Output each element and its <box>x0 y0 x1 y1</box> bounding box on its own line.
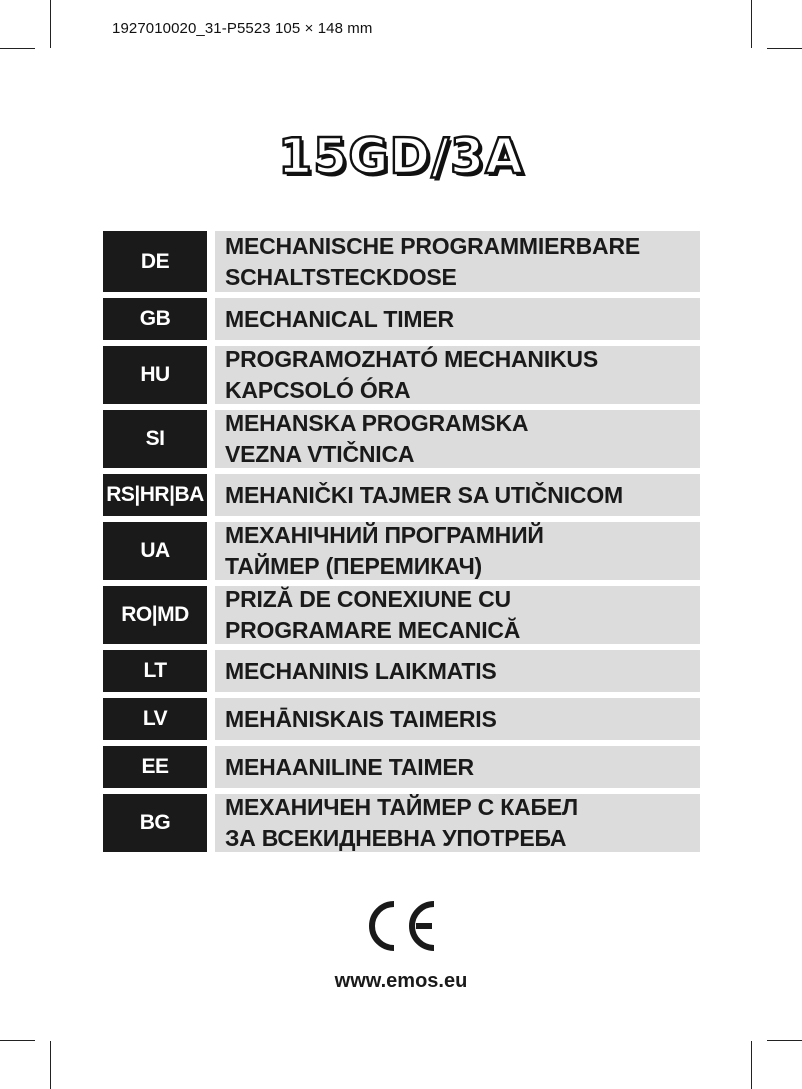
language-title-line: PROGRAMARE MECANICĂ <box>225 617 521 643</box>
language-title-table <box>103 231 700 858</box>
language-title-line: MEHĀNISKAIS TAIMERIS <box>225 705 497 732</box>
language-row-ua <box>103 522 700 580</box>
language-title <box>215 410 700 468</box>
language-title-line: МЕХАНИЧЕН ТАЙМЕР С КАБЕЛ <box>225 794 578 820</box>
language-title <box>215 586 700 644</box>
language-title-line: ЗА ВСЕКИДНЕВНА УПОТРЕБА <box>225 825 567 851</box>
language-title-line: PROGRAMOZHATÓ MECHANIKUS <box>225 346 598 372</box>
language-title <box>215 474 700 516</box>
website-link[interactable]: www.emos.eu <box>334 970 468 992</box>
language-code: DE <box>103 231 207 292</box>
language-row-de <box>103 231 700 292</box>
crop-mark-bottom-right-vertical <box>751 1041 752 1089</box>
language-title <box>215 650 700 692</box>
crop-mark-top-right-horizontal <box>767 48 802 49</box>
language-title-line: MECHANICAL TIMER <box>225 305 454 332</box>
language-title-line: MECHANISCHE PROGRAMMIERBARE <box>225 232 641 259</box>
language-row-hu <box>103 346 700 404</box>
language-code: SI <box>103 410 207 468</box>
language-title <box>215 522 700 580</box>
language-row-bg <box>103 794 700 852</box>
language-code: HU <box>103 346 207 404</box>
language-title-line: ТАЙМЕР (ПЕРЕМИКАЧ) <box>225 553 482 579</box>
language-title-line: SCHALTSTECKDOSE <box>225 263 457 290</box>
language-title-line: MEHANSKA PROGRAMSKA <box>225 410 529 436</box>
language-title-line: PRIZĂ DE CONEXIUNE CU <box>225 586 511 612</box>
language-code: RS|HR|BA <box>103 474 207 516</box>
language-row-lt <box>103 650 700 692</box>
language-code: RO|MD <box>103 586 207 644</box>
language-title <box>215 231 700 292</box>
crop-mark-top-left-vertical <box>50 0 51 48</box>
crop-mark-top-right-vertical <box>751 0 752 48</box>
language-title-line: MECHANINIS LAIKMATIS <box>225 657 497 684</box>
language-title <box>215 298 700 340</box>
crop-mark-top-left-horizontal <box>0 48 35 49</box>
ce-mark-icon <box>364 898 440 954</box>
crop-mark-bottom-left-horizontal <box>0 1040 35 1041</box>
language-title <box>215 698 700 740</box>
language-code: UA <box>103 522 207 580</box>
language-title-line: MEHANIČKI TAJMER SA UTIČNICOM <box>225 481 623 508</box>
model-title: 15GD/3A <box>278 128 524 185</box>
crop-mark-bottom-left-vertical <box>50 1041 51 1089</box>
language-row-lv <box>103 698 700 740</box>
language-title-line: MEHAANILINE TAIMER <box>225 753 474 780</box>
language-code: LT <box>103 650 207 692</box>
language-title <box>215 746 700 788</box>
language-title-line: KAPCSOLÓ ÓRA <box>225 377 411 403</box>
language-title-line: МЕХАНІЧНИЙ ПРОГРАМНИЙ <box>225 522 544 548</box>
language-row-ro-md <box>103 586 700 644</box>
language-code: LV <box>103 698 207 740</box>
print-spec-code: 1927010020_31-P5523 105 × 148 mm <box>112 20 373 37</box>
language-row-ee <box>103 746 700 788</box>
language-code: BG <box>103 794 207 852</box>
crop-mark-bottom-right-horizontal <box>767 1040 802 1041</box>
language-code: GB <box>103 298 207 340</box>
language-title-line: VEZNA VTIČNICA <box>225 441 415 467</box>
language-row-rs-hr-ba <box>103 474 700 516</box>
language-row-gb <box>103 298 700 340</box>
language-row-si <box>103 410 700 468</box>
language-title <box>215 794 700 852</box>
language-title <box>215 346 700 404</box>
language-code: EE <box>103 746 207 788</box>
